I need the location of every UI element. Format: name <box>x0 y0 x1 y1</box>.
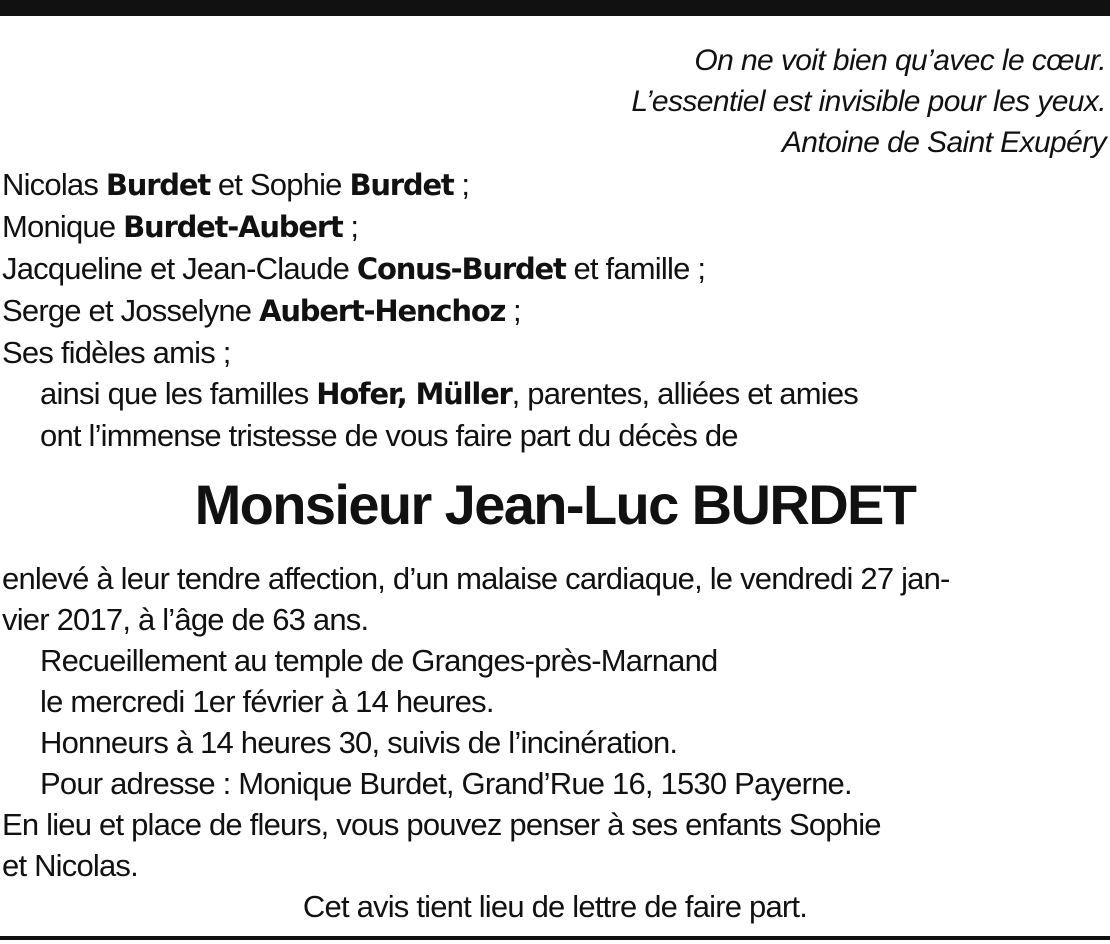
death-line-1: enlevé à leur tendre affection, d’un malaise cardiaque, le vendredi 27 jan- <box>2 561 950 596</box>
family-name: Burdet <box>349 168 454 202</box>
ceremony-line-2: le mercredi 1er février à 14 heures. <box>40 684 494 719</box>
family-name: Burdet-Aubert <box>123 210 343 244</box>
families-text: , parentes, alliées et amies <box>511 376 858 411</box>
announcer-line-1 <box>2 164 1106 206</box>
address-line: Pour adresse : Monique Burdet, Grand’Rue 16, 1530 Payerne. <box>40 766 852 801</box>
announcer-line-4 <box>2 290 1106 332</box>
announcer-text: ; <box>453 167 470 202</box>
honors-line: Honneurs à 14 heures 30, suivis de l’incinération. <box>40 725 678 760</box>
announce-line: ont l’immense tristesse de vous faire part du décès de <box>40 418 738 453</box>
bottom-border-rule <box>0 936 1110 940</box>
family-name: Hofer, Müller <box>316 377 512 411</box>
announcer-text: ; <box>342 209 359 244</box>
announcer-text: Jacqueline et Jean-Claude <box>2 251 357 286</box>
announcer-text: et Sophie <box>210 167 350 202</box>
epigraph <box>206 40 1106 163</box>
flowers-line-1: En lieu et place de fleurs, vous pouvez penser à ses enfants Sophie <box>2 807 881 842</box>
announcer-line-2 <box>2 206 1106 248</box>
announcer-text: Monique <box>2 209 124 244</box>
announcer-text: ; <box>505 293 521 328</box>
epigraph-author: Antoine de Saint Exupéry <box>781 126 1106 159</box>
ceremony-line-1: Recueillement au temple de Granges-près-Marnand <box>40 643 718 678</box>
announcer-line-3 <box>2 248 1106 290</box>
announcer-line-5: Ses fidèles amis ; <box>2 335 231 370</box>
death-line-2: vier 2017, à l’âge de 63 ans. <box>2 602 369 637</box>
flowers-line-2: et Nicolas. <box>2 848 138 883</box>
announcer-text: Nicolas <box>2 167 106 202</box>
epigraph-line-2: L’essentiel est invisible pour les yeux. <box>631 85 1106 118</box>
epigraph-line-1: On ne voit bien qu’avec le cœur. <box>694 44 1106 77</box>
top-border-rule <box>0 0 1110 16</box>
closing-note: Cet avis tient lieu de lettre de faire part. <box>302 889 808 924</box>
family-name: Aubert-Henchoz <box>259 294 506 328</box>
announcers-block <box>2 164 1106 456</box>
family-name: Burdet <box>105 168 211 202</box>
announcer-text: Serge et Josselyne <box>2 293 260 328</box>
deceased-name: Monsieur Jean-Luc BURDET <box>194 473 916 536</box>
families-line <box>2 373 1106 415</box>
announcer-text: et famille ; <box>565 251 706 286</box>
family-name: Conus-Burdet <box>356 252 566 286</box>
families-text: ainsi que les familles <box>40 376 317 411</box>
details-block <box>2 558 1106 886</box>
